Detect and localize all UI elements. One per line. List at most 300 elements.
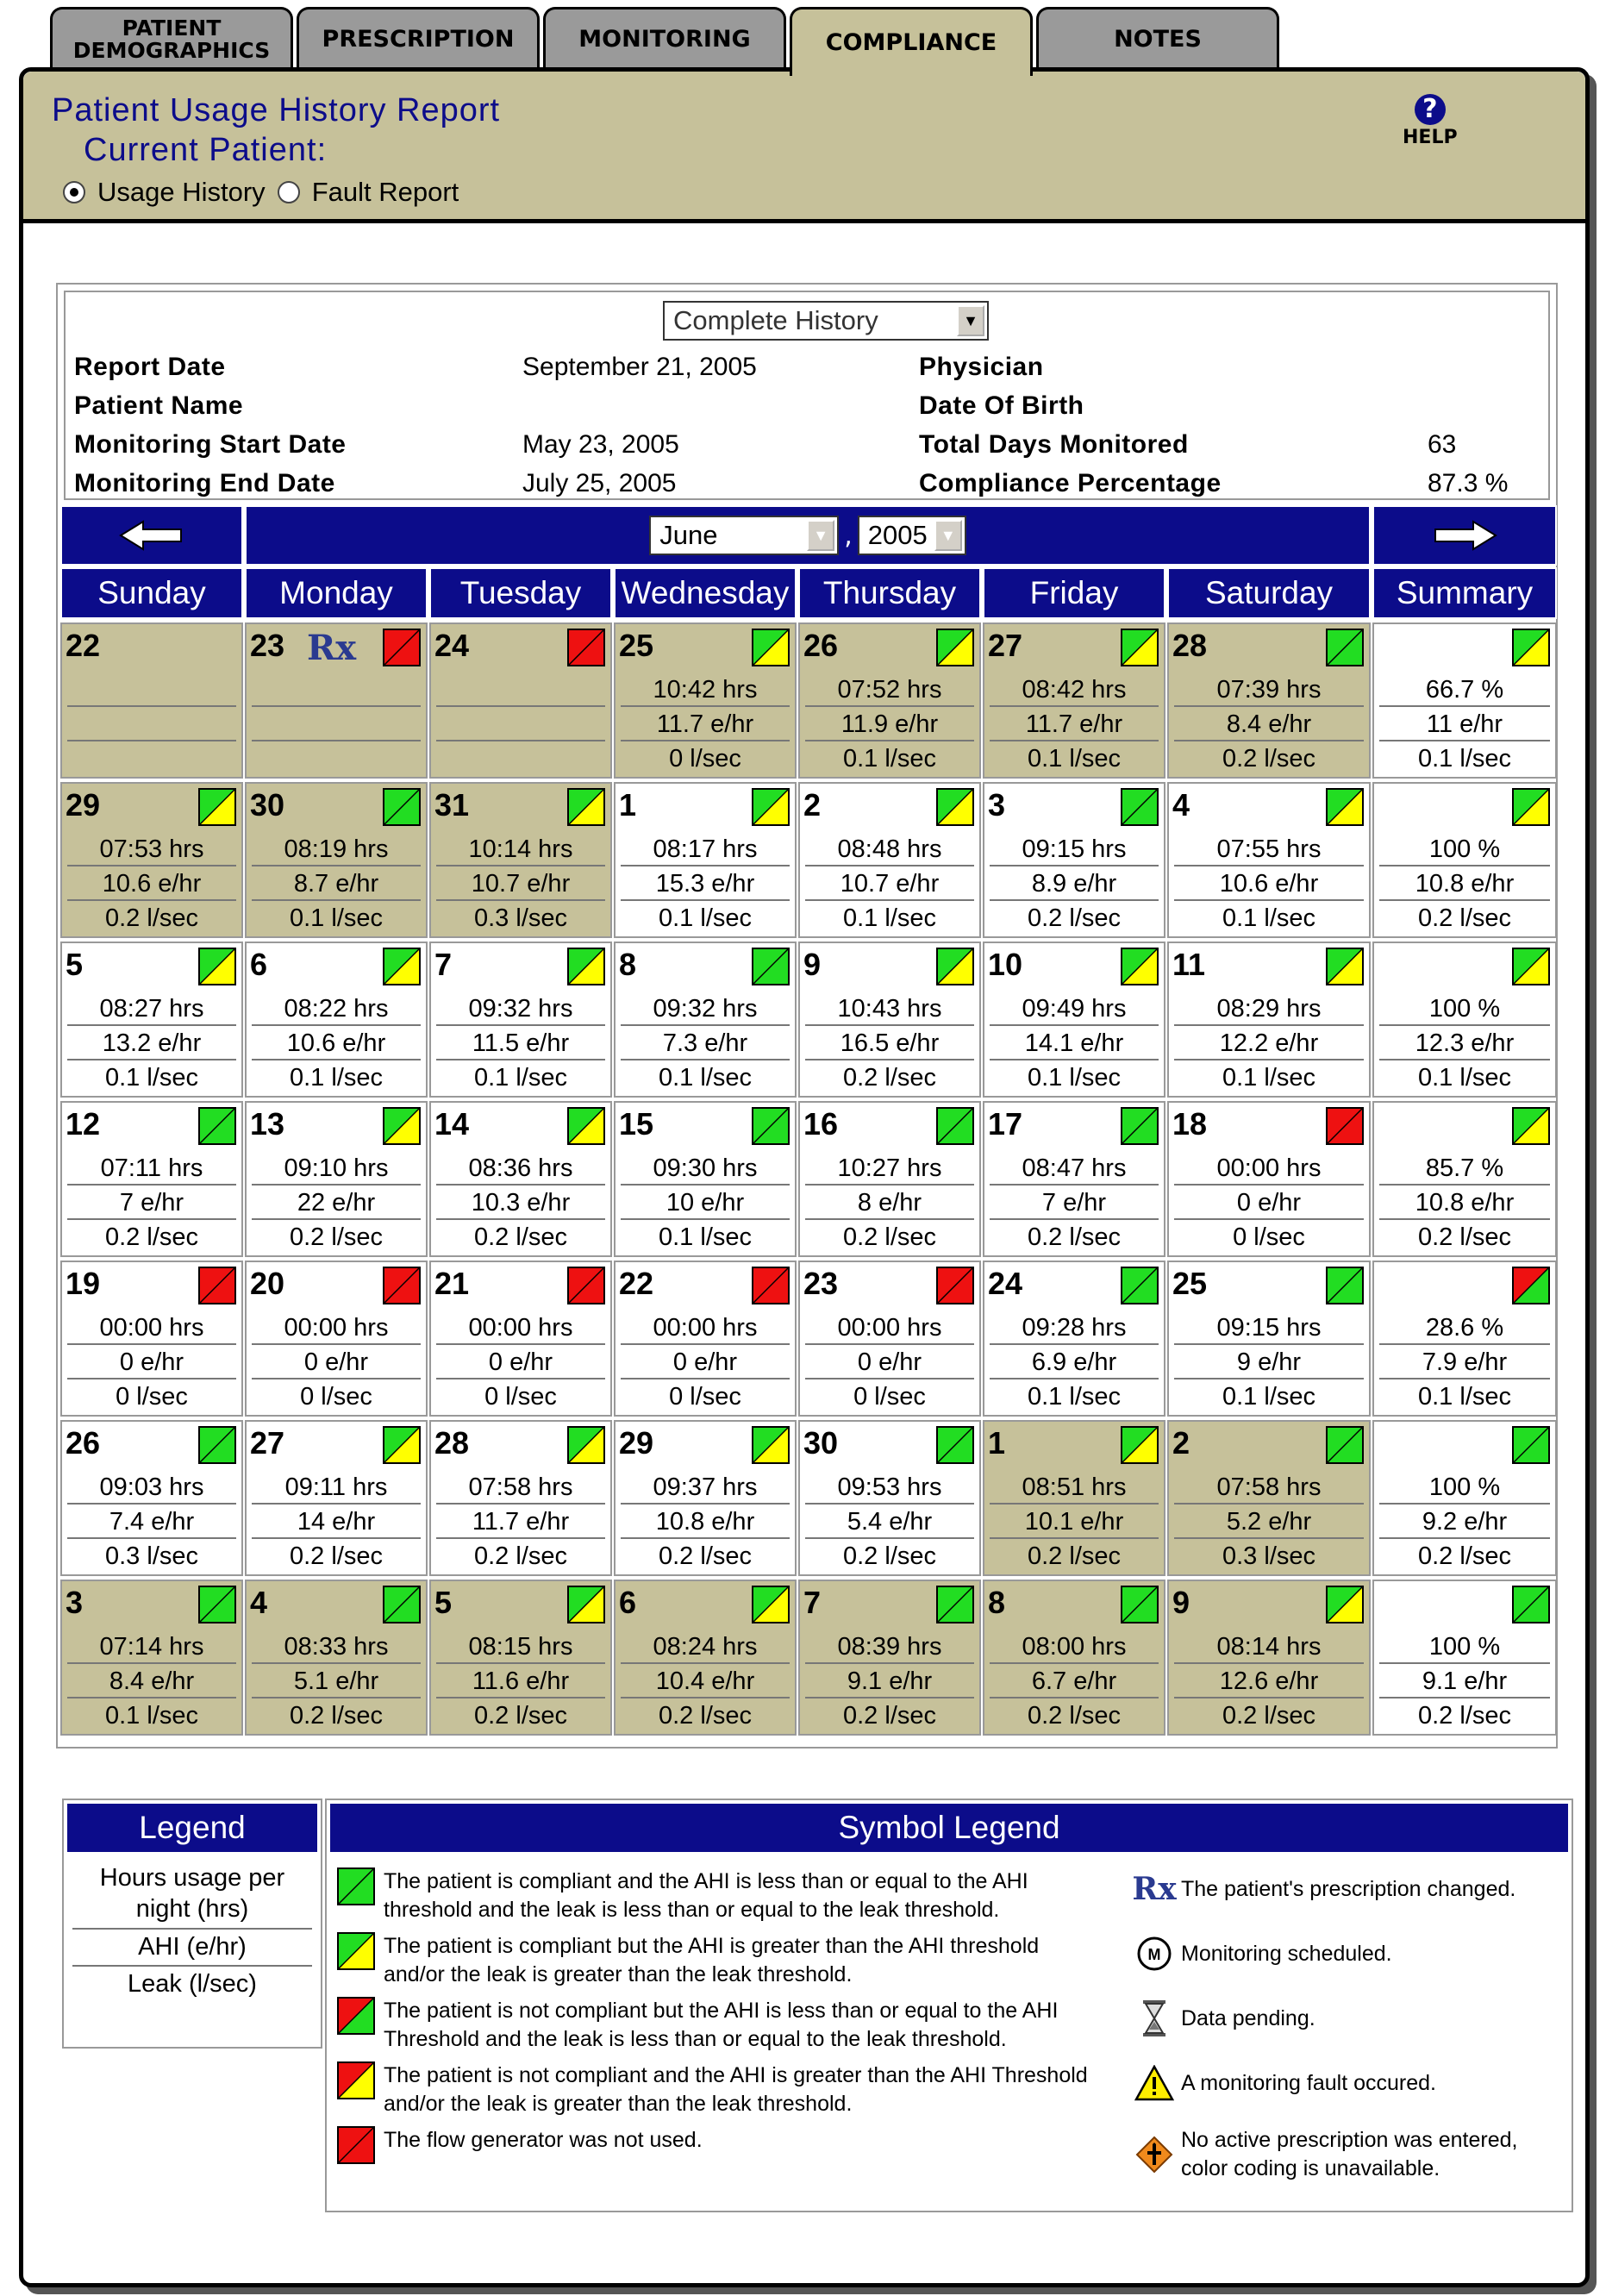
day-cell[interactable] (60, 942, 243, 1098)
usage-hours: 08:17 hrs (621, 832, 790, 866)
day-number: 23 (250, 628, 285, 663)
compliance-status-icon (936, 1426, 974, 1464)
weekday-header-saturday: Saturday (1167, 567, 1371, 619)
day-cell[interactable] (798, 1420, 981, 1576)
day-cell[interactable] (798, 622, 981, 779)
usage-hours: 08:19 hrs (252, 832, 421, 866)
ahi-value: 10.7 e/hr (805, 866, 974, 901)
day-cell[interactable] (60, 1101, 243, 1257)
day-cell[interactable] (429, 782, 612, 938)
ahi-value: 11.5 e/hr (436, 1026, 605, 1060)
usage-hours: 00:00 hrs (805, 1311, 974, 1345)
day-cell[interactable] (429, 622, 612, 779)
compliance-status-icon (1512, 629, 1550, 666)
page-title: Patient Usage History Report (52, 92, 501, 128)
compliance-status-icon (383, 1267, 421, 1304)
day-cell[interactable] (429, 1261, 612, 1417)
compliance-status-icon (1326, 788, 1364, 826)
ahi-value: 10.8 e/hr (621, 1505, 790, 1539)
warning-triangle-icon (1133, 2061, 1176, 2105)
compliance-status-icon (383, 788, 421, 826)
day-cell[interactable] (245, 782, 428, 938)
weekday-header-summary: Summary (1372, 567, 1557, 619)
day-cell[interactable] (1167, 1261, 1371, 1417)
day-cell[interactable] (614, 1101, 797, 1257)
status-legend-row (337, 1997, 1104, 2054)
physician-label: Physician (919, 353, 1044, 381)
day-cell[interactable] (429, 1580, 612, 1736)
day-cell[interactable] (983, 942, 1165, 1098)
help-button[interactable] (1403, 94, 1458, 148)
day-number: 19 (66, 1266, 101, 1301)
day-cell[interactable] (245, 1101, 428, 1257)
day-cell[interactable] (245, 1580, 428, 1736)
day-number: 22 (66, 628, 101, 663)
day-number: 22 (619, 1266, 654, 1301)
symbol-legend-row (1133, 1997, 1564, 2040)
day-cell[interactable] (60, 622, 243, 779)
leak-value: 0.2 l/sec (1028, 904, 1121, 932)
usage-hours: 08:15 hrs (436, 1630, 605, 1664)
help-icon: ? (1415, 94, 1446, 125)
monitoring-end-label: Monitoring End Date (74, 469, 335, 497)
status-legend-text: The patient is not compliant but the AHI is less than or equal to the AHI Threshold and the leak is less than or equal to the leak threshold. (384, 1999, 1059, 2051)
ahi-value: 0 e/hr (67, 1345, 236, 1379)
compliance-status-icon (1512, 1586, 1550, 1623)
leak-value: 0.1 l/sec (290, 1064, 383, 1092)
day-cell[interactable] (429, 1101, 612, 1257)
compliance-value: 87.3 % (1428, 469, 1509, 497)
weekday-header-thursday: Thursday (798, 567, 981, 619)
ahi-value: 8.4 e/hr (1174, 707, 1364, 741)
usage-hours: 09:03 hrs (67, 1470, 236, 1505)
tab-label-line: DEMOGRAPHICS (72, 37, 271, 63)
rx-icon: Rx (307, 628, 357, 668)
usage-hours: 00:00 hrs (1174, 1151, 1364, 1186)
report-type-radios (63, 177, 459, 208)
symbol-legend-row (1133, 2126, 1564, 2183)
day-number: 9 (803, 947, 822, 982)
summary-cell[interactable] (1372, 1420, 1557, 1576)
ahi-value: 10.3 e/hr (436, 1186, 605, 1220)
status-legend-text: The patient is compliant and the AHI is less than or equal to the AHI threshold and the leak is less than or equal to the leak threshold. (384, 1869, 1028, 1922)
ahi-value: 12.3 e/hr (1379, 1026, 1550, 1060)
day-number: 26 (66, 1425, 101, 1461)
usage-hours: 10:43 hrs (805, 992, 974, 1026)
symbol-legend-text: A monitoring fault occured. (1181, 2070, 1436, 2095)
compliance-label: Compliance Percentage (919, 469, 1222, 497)
fault-report-radio[interactable] (278, 181, 300, 203)
day-number: 23 (803, 1266, 839, 1301)
day-cell[interactable] (1167, 782, 1371, 938)
day-number: 30 (803, 1425, 839, 1461)
usage-hours: 28.6 % (1379, 1311, 1550, 1345)
ahi-value: 10.6 e/hr (252, 1026, 421, 1060)
day-number: 18 (1172, 1106, 1208, 1142)
help-label: HELP (1403, 127, 1458, 148)
current-patient-label: Current Patient: (84, 132, 328, 168)
tab-prescription[interactable] (297, 7, 540, 69)
day-cell[interactable] (245, 942, 428, 1098)
usage-hours: 00:00 hrs (621, 1311, 790, 1345)
ahi-value: 10.1 e/hr (990, 1505, 1159, 1539)
ahi-value: 16.5 e/hr (805, 1026, 974, 1060)
tab-patient-demographics[interactable] (50, 7, 293, 69)
compliance-status-icon (198, 788, 236, 826)
compliance-status-icon (1121, 1267, 1159, 1304)
day-cell[interactable] (983, 1261, 1165, 1417)
compliance-status-icon (752, 948, 790, 985)
day-cell[interactable] (798, 1261, 981, 1417)
compliance-status-icon (567, 948, 605, 985)
day-cell[interactable] (798, 1101, 981, 1257)
leak-value: 0.1 l/sec (1028, 1383, 1121, 1411)
usage-hours: 08:39 hrs (805, 1630, 974, 1664)
day-number: 10 (988, 947, 1023, 982)
usage-hours: 09:53 hrs (805, 1470, 974, 1505)
leak-value: 0.2 l/sec (843, 1064, 936, 1092)
tab-monitoring[interactable] (543, 7, 786, 69)
day-number: 2 (803, 787, 822, 823)
compliance-status-icon (383, 1107, 421, 1145)
compliance-status-icon (337, 1997, 375, 2035)
usage-hours (252, 673, 421, 707)
leak-value: 0.3 l/sec (474, 904, 567, 932)
usage-hours: 08:47 hrs (990, 1151, 1159, 1186)
day-number: 9 (1172, 1585, 1190, 1620)
ahi-value: 9.1 e/hr (1379, 1664, 1550, 1699)
ahi-value: 13.2 e/hr (67, 1026, 236, 1060)
day-cell[interactable] (429, 942, 612, 1098)
day-cell[interactable] (983, 1580, 1165, 1736)
tab-notes[interactable] (1036, 7, 1279, 69)
compliance-status-icon (752, 1586, 790, 1623)
summary-cell[interactable] (1372, 942, 1557, 1098)
year-select-value: 2005 (867, 520, 928, 550)
weekday-header-wednesday: Wednesday (614, 567, 797, 619)
leak-value: 0.2 l/sec (1028, 1542, 1121, 1570)
ahi-value: 8.7 e/hr (252, 866, 421, 901)
report-panel (56, 283, 1558, 1749)
ahi-value: 5.2 e/hr (1174, 1505, 1364, 1539)
ahi-value: 0 e/hr (436, 1345, 605, 1379)
summary-cell[interactable] (1372, 1580, 1557, 1736)
day-number: 30 (250, 787, 285, 823)
leak-value: 0.2 l/sec (843, 1702, 936, 1730)
ahi-value: 0 e/hr (621, 1345, 790, 1379)
day-cell[interactable] (983, 782, 1165, 938)
status-legend-text: The patient is not compliant and the AHI is greater than the AHI Threshold and/or the leak is greater than the leak threshold. (384, 2063, 1088, 2116)
leak-value: 0.2 l/sec (1418, 904, 1511, 932)
ahi-value: 10.6 e/hr (67, 866, 236, 901)
symbol-legend-text: The patient's prescription changed. (1181, 1876, 1516, 1901)
day-cell[interactable] (429, 1420, 612, 1576)
usage-hours: 09:37 hrs (621, 1470, 790, 1505)
symbol-legend-box (325, 1799, 1573, 2212)
compliance-status-icon (198, 1586, 236, 1623)
day-cell[interactable] (798, 782, 981, 938)
day-number: 21 (434, 1266, 470, 1301)
day-cell[interactable] (60, 782, 243, 938)
status-legend-row (337, 2126, 1104, 2164)
ahi-value: 12.6 e/hr (1174, 1664, 1364, 1699)
leak-value: 0.2 l/sec (1222, 1702, 1315, 1730)
usage-hours: 08:29 hrs (1174, 992, 1364, 1026)
day-cell[interactable] (614, 1261, 797, 1417)
leak-value: 0.1 l/sec (1028, 1064, 1121, 1092)
day-cell[interactable] (1167, 622, 1371, 779)
summary-cell[interactable] (1372, 782, 1557, 938)
legend-box (62, 1799, 322, 2049)
chevron-down-icon: ▼ (957, 305, 984, 336)
status-legend-text: The flow generator was not used. (384, 2128, 703, 2152)
leak-value: 0.3 l/sec (1222, 1542, 1315, 1570)
symbol-legend-text: No active prescription was entered, color coding is unavailable. (1181, 2128, 1518, 2180)
compliance-status-icon (1326, 629, 1364, 666)
leak-value: 0.1 l/sec (1222, 1064, 1315, 1092)
compliance-status-icon (752, 1107, 790, 1145)
usage-hours: 00:00 hrs (436, 1311, 605, 1345)
compliance-status-icon (936, 788, 974, 826)
ahi-value (252, 707, 421, 741)
day-cell[interactable] (983, 1101, 1165, 1257)
compliance-status-icon (567, 788, 605, 826)
monitoring-start-value: May 23, 2005 (522, 430, 679, 459)
usage-hours: 100 % (1379, 1470, 1550, 1505)
day-cell[interactable] (983, 622, 1165, 779)
summary-cell[interactable] (1372, 1261, 1557, 1417)
usage-hours: 08:27 hrs (67, 992, 236, 1026)
compliance-status-icon (337, 2126, 375, 2164)
ahi-value: 7.9 e/hr (1379, 1345, 1550, 1379)
usage-hours: 09:15 hrs (1174, 1311, 1364, 1345)
leak-value (252, 741, 421, 776)
leak-value: 0.2 l/sec (105, 904, 198, 932)
leak-value (436, 741, 605, 776)
ahi-value: 14.1 e/hr (990, 1026, 1159, 1060)
compliance-status-icon (936, 1586, 974, 1623)
ahi-value: 0 e/hr (805, 1345, 974, 1379)
chevron-down-icon: ▼ (934, 520, 962, 551)
usage-hours: 07:14 hrs (67, 1630, 236, 1664)
day-cell[interactable] (614, 1580, 797, 1736)
usage-hours: 100 % (1379, 1630, 1550, 1664)
usage-hours: 08:33 hrs (252, 1630, 421, 1664)
year-select[interactable] (858, 516, 966, 555)
prev-month-button[interactable] (60, 505, 243, 566)
month-select-value: June (659, 520, 718, 550)
ahi-value: 0 e/hr (252, 1345, 421, 1379)
usage-hours: 08:48 hrs (805, 832, 974, 866)
total-days-label: Total Days Monitored (919, 430, 1189, 459)
leak-value: 0 l/sec (669, 745, 741, 773)
summary-cell[interactable] (1372, 622, 1557, 779)
leak-value: 0.2 l/sec (474, 1702, 567, 1730)
compliance-status-icon (1512, 788, 1550, 826)
day-cell[interactable] (614, 942, 797, 1098)
next-month-button[interactable] (1372, 505, 1557, 566)
usage-hours: 09:28 hrs (990, 1311, 1159, 1345)
leak-value: 0 l/sec (300, 1383, 372, 1411)
status-legend-row (337, 2061, 1104, 2118)
day-number: 14 (434, 1106, 470, 1142)
ahi-value: 7.3 e/hr (621, 1026, 790, 1060)
leak-value: 0.1 l/sec (1028, 745, 1121, 773)
day-number: 4 (250, 1585, 268, 1620)
status-legend-row (337, 1867, 1104, 1924)
usage-hours (436, 673, 605, 707)
usage-hours: 09:32 hrs (436, 992, 605, 1026)
compliance-status-icon (1326, 1267, 1364, 1304)
compliance-status-icon (337, 1867, 375, 1905)
usage-hours: 10:27 hrs (805, 1151, 974, 1186)
usage-hours: 08:42 hrs (990, 673, 1159, 707)
leak-value: 0.2 l/sec (290, 1542, 383, 1570)
day-number: 20 (250, 1266, 285, 1301)
day-number: 29 (66, 787, 101, 823)
ahi-value: 6.7 e/hr (990, 1664, 1159, 1699)
usage-hours: 07:39 hrs (1174, 673, 1364, 707)
usage-hours: 07:58 hrs (1174, 1470, 1364, 1505)
compliance-status-icon (1121, 788, 1159, 826)
day-cell[interactable] (60, 1580, 243, 1736)
ahi-value: 11.6 e/hr (436, 1664, 605, 1699)
leak-value: 0.2 l/sec (659, 1542, 752, 1570)
day-cell[interactable] (1167, 942, 1371, 1098)
ahi-value: 6.9 e/hr (990, 1345, 1159, 1379)
leak-value: 0 l/sec (1233, 1223, 1305, 1251)
day-number: 29 (619, 1425, 654, 1461)
day-cell[interactable] (245, 622, 428, 779)
leak-value: 0.2 l/sec (290, 1702, 383, 1730)
ahi-value: 0 e/hr (1174, 1186, 1364, 1220)
day-cell[interactable] (245, 1420, 428, 1576)
compliance-status-icon (1512, 1267, 1550, 1304)
day-number: 15 (619, 1106, 654, 1142)
symbol-legend-row (1133, 1867, 1564, 1911)
day-cell[interactable] (798, 1580, 981, 1736)
compliance-status-icon (1512, 1426, 1550, 1464)
leak-value: 0 l/sec (853, 1383, 926, 1411)
day-number: 5 (434, 1585, 453, 1620)
fault-report-label: Fault Report (311, 177, 459, 207)
day-number: 28 (434, 1425, 470, 1461)
ahi-value (436, 707, 605, 741)
total-days-value: 63 (1428, 430, 1457, 459)
leak-value: 0.3 l/sec (105, 1542, 198, 1570)
month-select[interactable] (649, 516, 839, 555)
day-cell[interactable] (983, 1420, 1165, 1576)
day-cell[interactable] (798, 942, 981, 1098)
legend-item-leak: Leak (l/sec) (128, 1970, 257, 1998)
day-number: 3 (66, 1585, 84, 1620)
leak-value: 0.2 l/sec (843, 1223, 936, 1251)
ahi-value: 11 e/hr (1379, 707, 1550, 741)
arrow-left-icon (117, 518, 186, 553)
day-number: 2 (1172, 1425, 1190, 1461)
day-number: 7 (803, 1585, 822, 1620)
day-number: 24 (988, 1266, 1023, 1301)
month-year-bar (245, 505, 1371, 566)
usage-hours: 10:14 hrs (436, 832, 605, 866)
no-prescription-icon (1133, 2133, 1176, 2176)
symbol-legend-title: Symbol Legend (330, 1804, 1568, 1852)
day-number: 12 (66, 1106, 101, 1142)
day-number: 27 (988, 628, 1023, 663)
leak-value: 0.1 l/sec (659, 1223, 752, 1251)
tab-label (73, 17, 270, 62)
ahi-value: 8 e/hr (805, 1186, 974, 1220)
weekday-header-monday: Monday (245, 567, 428, 619)
day-cell[interactable] (1167, 1101, 1371, 1257)
leak-value (67, 741, 236, 776)
usage-hours: 08:00 hrs (990, 1630, 1159, 1664)
day-number: 8 (988, 1585, 1006, 1620)
ahi-value: 10.7 e/hr (436, 866, 605, 901)
usage-hours: 85.7 % (1379, 1151, 1550, 1186)
leak-value: 0.1 l/sec (1418, 1383, 1511, 1411)
day-cell[interactable] (1167, 1580, 1371, 1736)
day-cell[interactable] (614, 622, 797, 779)
report-info (64, 291, 1550, 500)
day-cell[interactable] (614, 1420, 797, 1576)
tab-label: COMPLIANCE (825, 29, 997, 56)
tab-compliance[interactable] (790, 7, 1033, 76)
compliance-status-icon (936, 1107, 974, 1145)
summary-cell[interactable] (1372, 1101, 1557, 1257)
legend-item-hours: Hours usage per night (hrs) (72, 1855, 312, 1930)
ahi-value (67, 707, 236, 741)
day-cell[interactable] (245, 1261, 428, 1417)
day-number: 6 (619, 1585, 637, 1620)
leak-value: 0.2 l/sec (1222, 745, 1315, 773)
compliance-status-icon (383, 1586, 421, 1623)
usage-hours: 09:30 hrs (621, 1151, 790, 1186)
compliance-status-icon (383, 1426, 421, 1464)
usage-hours: 09:32 hrs (621, 992, 790, 1026)
compliance-status-icon (936, 629, 974, 666)
leak-value: 0.1 l/sec (659, 904, 752, 932)
day-number: 4 (1172, 787, 1190, 823)
day-cell[interactable] (60, 1420, 243, 1576)
usage-hours: 08:14 hrs (1174, 1630, 1364, 1664)
usage-hours: 09:11 hrs (252, 1470, 421, 1505)
usage-hours: 08:51 hrs (990, 1470, 1159, 1505)
leak-value: 0.2 l/sec (1028, 1223, 1121, 1251)
day-cell[interactable] (1167, 1420, 1371, 1576)
day-cell[interactable] (60, 1261, 243, 1417)
compliance-status-icon (383, 948, 421, 985)
ahi-value: 8.4 e/hr (67, 1664, 236, 1699)
compliance-status-icon (1326, 1426, 1364, 1464)
rx-icon: Rx (1132, 1871, 1177, 1907)
ahi-value: 11.9 e/hr (805, 707, 974, 741)
weekday-header-sunday: Sunday (60, 567, 243, 619)
usage-hours: 09:15 hrs (990, 832, 1159, 866)
day-number: 1 (988, 1425, 1006, 1461)
day-cell[interactable] (614, 782, 797, 938)
leak-value: 0.1 l/sec (105, 1064, 198, 1092)
usage-hours: 07:55 hrs (1174, 832, 1364, 866)
ahi-value: 11.7 e/hr (436, 1505, 605, 1539)
usage-hours: 09:49 hrs (990, 992, 1159, 1026)
usage-history-radio[interactable] (63, 181, 85, 203)
history-select[interactable] (663, 301, 989, 341)
usage-hours: 00:00 hrs (252, 1311, 421, 1345)
leak-value: 0.1 l/sec (290, 904, 383, 932)
leak-value: 0.1 l/sec (1418, 1064, 1511, 1092)
hourglass-icon (1133, 1997, 1176, 2040)
